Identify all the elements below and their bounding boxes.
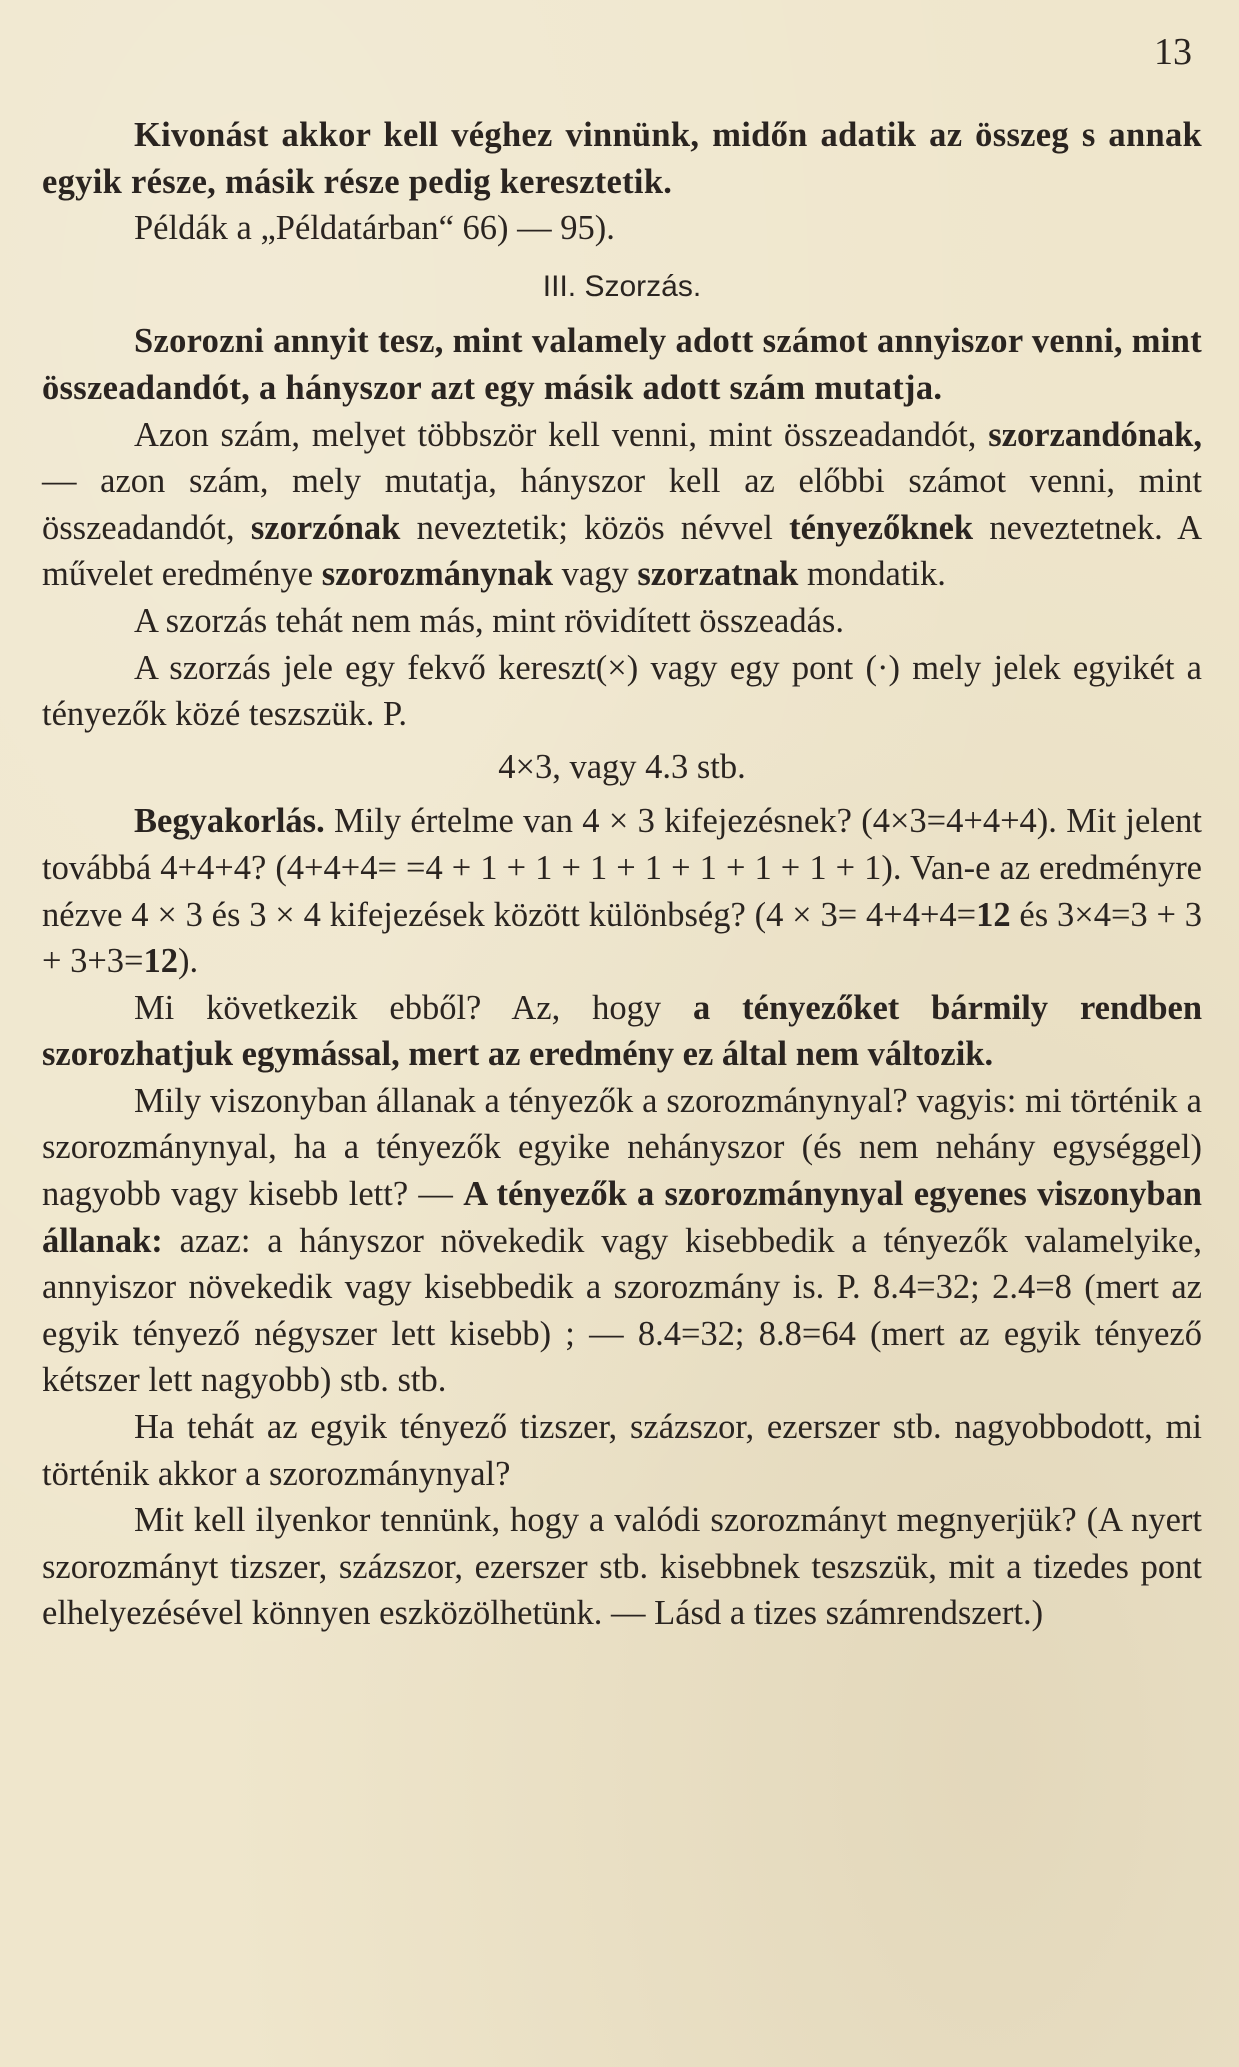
text-run: azaz: a hányszor növekedik vagy kisebbedik a tényezők valamelyike, annyiszor növekedik vagy kisebbedik a szorozmány is. P. 8.4=32; 2.4=8 (mert az egyik tényező négyszer lett kisebb) ; — 8.4=32; 8.8=64 (mert az egyik tényező kétszer lett nagyobb) stb. stb.: [42, 1221, 1202, 1400]
section-title: III. Szorzás.: [542, 269, 702, 303]
text-run: vagy: [553, 555, 638, 594]
term-multiplier: szorzónak: [250, 508, 401, 547]
term-factors: tényezőknek: [789, 508, 974, 547]
multiplication-rule: Szorozni annyit tesz, mint valamely adott számot annyiszor venni, mint összeadandót, a hányszor azt egy másik adott szám mutatja.: [42, 322, 1202, 407]
book-page: [42, 20, 1202, 2050]
text-run: Mi következik ebből? Az, hogy: [134, 988, 693, 1027]
practice-heading: Begyakorlás.: [134, 802, 325, 841]
proportionality-paragraph: [42, 1078, 1202, 1404]
text-run: — azon szám, mely mutatja, hányszor kell az előbbi számot venni, mint összeadandót,: [42, 462, 1202, 547]
question-paragraph: Ha tehát az egyik tényező tizszer, százszor, ezerszer stb. nagyobbodott, mi történik akkor a szorozmánynyal?: [42, 1408, 1202, 1493]
page-number: 13: [1154, 31, 1192, 73]
terms-paragraph: [42, 412, 1202, 598]
subtraction-rule: Kivonást akkor kell véghez vinnünk, midőn adatik az összeg s annak egyik része, másik része pedig keresztetik.: [42, 116, 1202, 201]
commutativity-paragraph: [42, 985, 1202, 1078]
text-run: és 3×4=3 + 3 + 3+3=: [42, 895, 1202, 981]
text-run: Mily viszonyban állanak a tényezők a szorozmánynyal? vagyis: mi történik a szorozmánynyal, ha a tényezők egyike nehányszor (és nem nehány egységgel) nagyobb vagy kisebb lett? —: [42, 1081, 1202, 1214]
decimal-point-paragraph: Mit kell ilyenkor tennünk, hogy a valódi szorozmányt megnyerjük? (A nyert szorozmányt tizszer, százszor, ezerszer stb. kisebbnek teszszük, mit a tizedes pont elhelyezésével könnyen eszközölhetünk. — Lásd a tizes számrendszert.): [42, 1501, 1202, 1633]
commutativity-rule: a tényezőket bármily rendben szorozhatjuk egymással, mert az eredmény ez által nem változik.: [42, 988, 1203, 1074]
page-body: [42, 112, 1202, 1637]
multiplication-sign-paragraph: A szorzás jele egy fekvő kereszt(×) vagy egy pont (·) mely jelek egyikét a tényezők közé teszszük. P.: [42, 648, 1202, 734]
term-multiplicand: szorzandónak,: [988, 415, 1202, 454]
proportionality-rule: A tényezők a szorozmánynyal egyenes viszonyban állanak:: [42, 1175, 1202, 1260]
text-run: mondatik.: [798, 555, 946, 594]
example-formula: 4×3, vagy 4.3 stb.: [498, 747, 746, 786]
term-product: szorozmánynak: [321, 555, 554, 594]
practice-paragraph: [42, 798, 1202, 984]
text-run: neveztetik; közös névvel: [400, 508, 790, 547]
text-run: Mily értelme van 4 × 3 kifejezésnek? (4×3=4+4+4). Mit jelent továbbá 4+4+4? (4+4+4= =4 + 1 + 1 + 1 + 1 + 1 + 1 + 1 + 1). Van-e az eredményre nézve 4 × 3 és 3 × 4 kifejezések között különbség? (4 × 3= 4+4+4=: [42, 802, 1202, 934]
text-run: Azon szám, melyet többször kell venni, mint összeadandót,: [134, 415, 989, 454]
abbreviated-addition-note: A szorzás tehát nem más, mint rövidített összeadás.: [134, 601, 844, 640]
text-run: neveztetnek. A művelet eredménye: [42, 508, 1202, 594]
text-run: ).: [178, 942, 199, 981]
result-value: 12: [976, 895, 1011, 934]
term-product-alt: szorzatnak: [637, 555, 799, 594]
examples-reference: Példák a „Példatárban“ 66) — 95).: [134, 209, 615, 248]
result-value: 12: [143, 942, 178, 981]
